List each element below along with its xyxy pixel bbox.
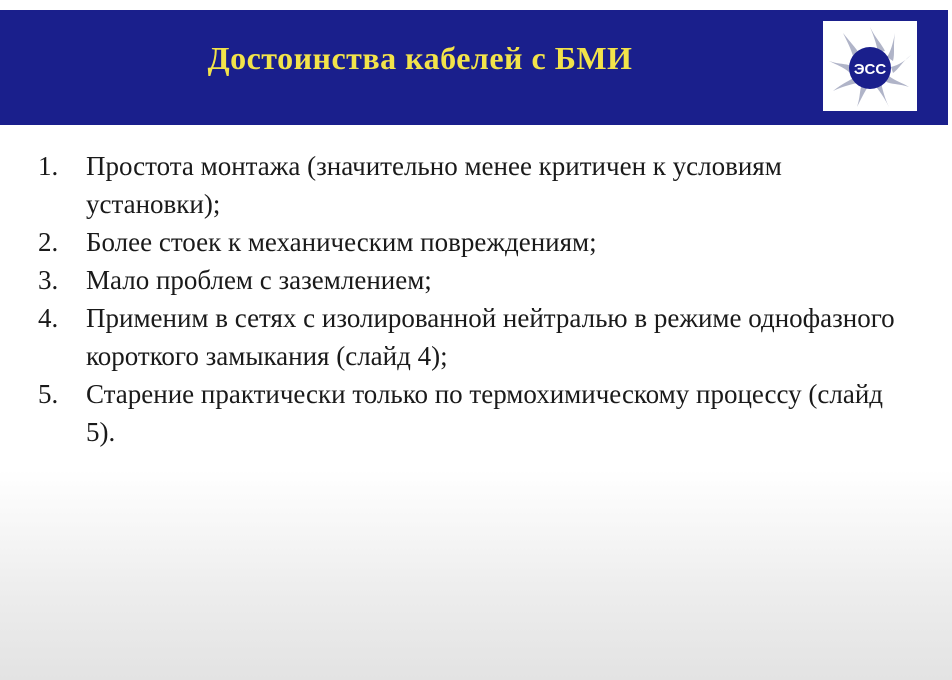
- list-item: [38, 375, 898, 451]
- list-item-text: Более стоек к механическим повреждениям;: [86, 227, 597, 257]
- company-logo-icon: [823, 21, 917, 111]
- list-item-number: 2.: [38, 227, 59, 257]
- slide-title: Достоинства кабелей с БМИ: [207, 40, 633, 76]
- logo-text: ЭСС: [853, 61, 887, 78]
- list-item-number: 5.: [38, 379, 59, 409]
- list-item-text: Старение практически только по термохимическому процессу (слайд 5).: [86, 379, 884, 447]
- slide-header: [0, 10, 948, 125]
- list-item: [38, 299, 898, 375]
- company-logo: [823, 21, 917, 111]
- list-item: [38, 147, 898, 223]
- list-item-number: 4.: [38, 303, 59, 333]
- list-item: [38, 223, 898, 261]
- list-item-text: Мало проблем с заземлением;: [86, 265, 432, 295]
- list-item-text: Простота монтажа (значительно менее критичен к условиям установки);: [86, 151, 782, 219]
- list-item-text: Применим в сетях с изолированной нейтралью в режиме однофазного короткого замыкания (слайд 4);: [86, 303, 895, 371]
- list-item-number: 3.: [38, 265, 59, 295]
- list-item: [38, 261, 898, 299]
- advantages-list: [38, 147, 898, 451]
- list-item-number: 1.: [38, 151, 59, 181]
